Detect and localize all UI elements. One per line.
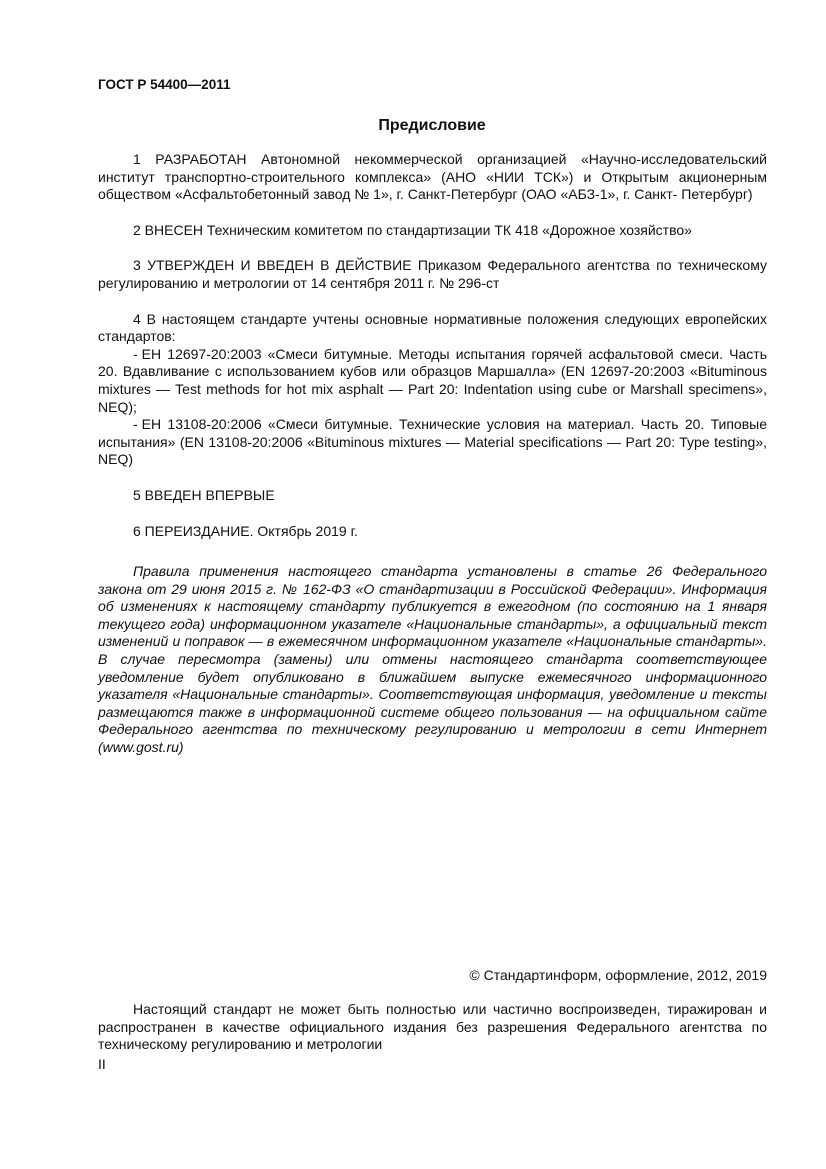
- list-dash: -: [133, 416, 138, 433]
- paragraph-introduced: 2 ВНЕСЕН Техническим комитетом по стандартизации ТК 418 «Дорожное хозяйство»: [133, 221, 692, 238]
- paragraph-first-introduced: 5 ВВЕДЕН ВПЕРВЫЕ: [133, 486, 275, 503]
- list-item-text: ЕН 13108-20:2006 «Смеси битумные. Технические условия на материал. Часть 20. Типовые испытания» (EN 13108-20:2006 «Bituminous mixtures — Material specifications — Part 20: Type testing», NEQ): [98, 416, 767, 468]
- list-item: [98, 346, 767, 416]
- reproduction-notice: Настоящий стандарт не может быть полностью или частично воспроизведен, тиражирован и распространен в качестве официального издания без разрешения Федерального агентства по техническому регулированию и метрологии: [98, 1001, 767, 1053]
- document-code: ГОСТ Р 54400—2011: [98, 77, 231, 92]
- list-dash: -: [133, 345, 138, 362]
- paragraph-standards-considered: 4 В настоящем стандарте учтены основные нормативные положения следующих европейских стандартов:: [98, 310, 767, 345]
- paragraph-approved: 3 УТВЕРЖДЕН И ВВЕДЕН В ДЕЙСТВИЕ Приказом Федерального агентства по техническому регулированию и метрологии от 14 сентября 2011 г. № 296-ст: [98, 257, 767, 291]
- page-number: II: [98, 1056, 106, 1072]
- copyright-line: © Стандартинформ, оформление, 2012, 2019: [469, 967, 767, 983]
- paragraph-developed: 1 РАЗРАБОТАН Автономной некоммерческой организацией «Научно-исследовательский институт транспортно-строительного комплекса» (АНО «НИИ ТСК») и Открытым акционерным обществом «Асфальтобетонный завод № 1», г. Санкт-Петербург (ОАО «АБЗ-1», г. Санкт- Петербург): [98, 151, 767, 203]
- foreword-body: [98, 151, 767, 540]
- page-title: Предисловие: [378, 117, 486, 134]
- list-item: [98, 416, 767, 469]
- paragraph-reissue: 6 ПЕРЕИЗДАНИЕ. Октябрь 2019 г.: [133, 522, 358, 539]
- list-item-text: ЕН 12697-20:2003 «Смеси битумные. Методы испытания горячей асфальтовой смеси. Часть 20. Вдавливание с использованием кубов или образцов Маршалла» (EN 12697-20:2003 «Bituminous mixtures — Test methods for hot mix asphalt — Part 20: Indentation using cube or Marshall specimens», NEQ);: [98, 345, 767, 415]
- application-rules-notice: Правила применения настоящего стандарта установлены в статье 26 Федерального закона от 29 июня 2015 г. № 162-ФЗ «О стандартизации в Российской Федерации». Информация об изменениях к настоящему стандарту публикуется в ежегодном (по состоянию на 1 января текущего года) информационном указателе «Национальные стандарты», а официальный текст изменений и поправок — в ежемесячном информационном указателе «Национальные стандарты». В случае пересмотра (замены) или отмены настоящего стандарта соответствующее уведомление будет опубликовано в ближайшем выпуске ежемесячного информационного указателя «Национальные стандарты». Соответствующая информация, уведомление и тексты размещаются также в информационной системе общего пользования — на официальном сайте Федерального агентства по техническому регулированию и метрологии в сети Интернет (www.gost.ru): [98, 563, 767, 755]
